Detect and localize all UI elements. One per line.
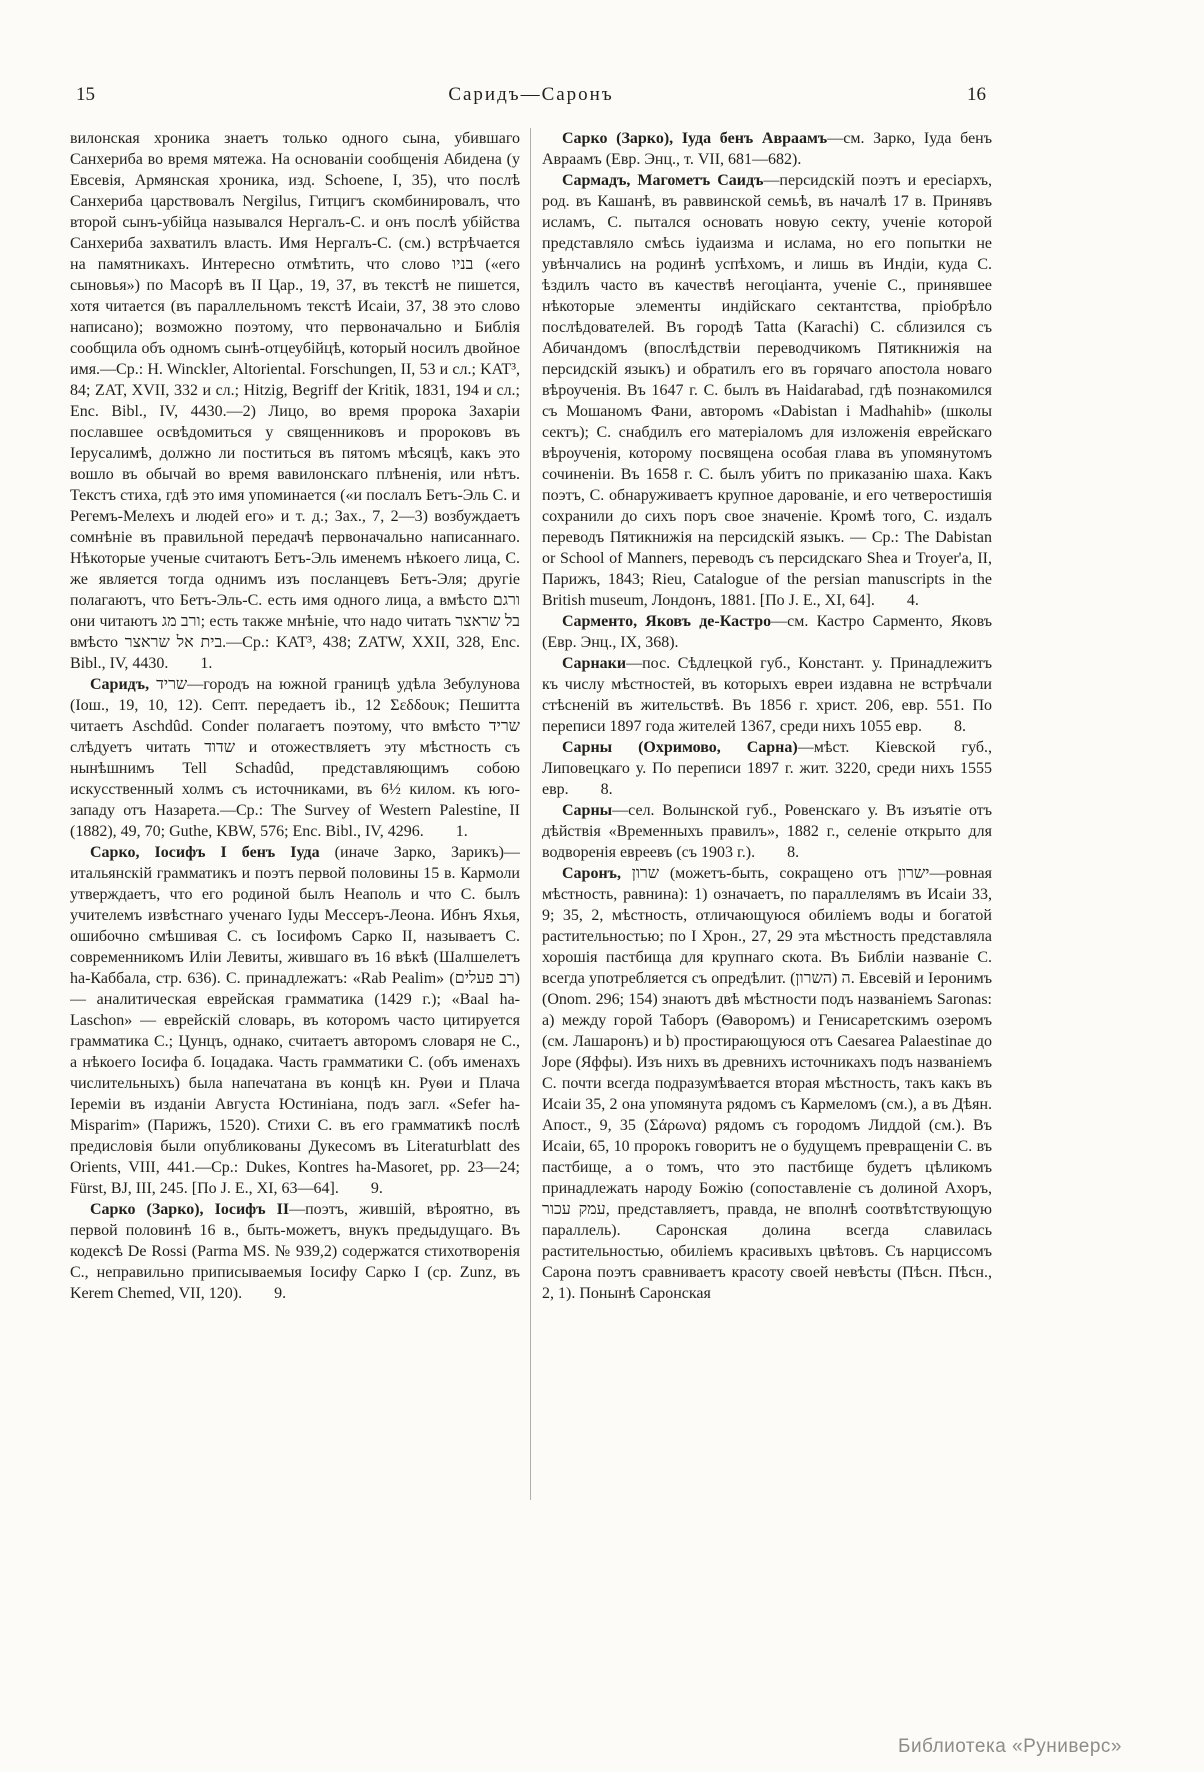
left-column <box>70 128 520 1500</box>
entry-headword: Саронъ, <box>562 865 621 882</box>
entry-text: (иначе Зарко, Зарикъ)—итальянскій грамматикъ и поэтъ первой половины 15 в. Кармоли утверждаетъ, что его родиной былъ Неаполь и что С. былъ учителемъ извѣстнаго ученаго Іуды Мессеръ-Леона. Ибнъ Яхья, ошибочно смѣшивая С. съ Іосифомъ Сарко II, называетъ С. современникомъ Иліи Левиты, жившаго въ 16 вѣкѣ (Шалшелетъ ha-Каббала, стр. 636). С. принадлежатъ: «Rab Pealim» (רב פעלים) — аналитическая еврейская грамматика (1429 г.); «Baal ha-Laschon» — еврейскій словарь, въ которомъ часто цитируется грамматика С.; Цунцъ, однако, считаетъ авторомъ словаря не С., а нѣкоего Іосифа б. Іоцадака. Часть грамматики С. (объ именахъ числительныхъ) была напечатана въ концѣ кн. Руѳи и Плача Іереміи въ изданіи Августа Юстиніана, подъ загл. «Sefer ha-Misparim» (Парижъ, 1520). Стихи С. въ его грамматикѣ послѣ предисловія были опубликованы Дукесомъ въ Literaturblatt des Orients, VIII, 441.—Ср.: Dukes, Kontres ha-Masoret, pp. 23—24; Fürst, BJ, III, 245. [По J. E., XI, 63—64]. 9. <box>70 844 520 1197</box>
entry-headword: Сарны <box>562 802 613 819</box>
entry-paragraph-sarid <box>70 674 520 842</box>
entry-text: —поэтъ, жившій, вѣроятно, въ первой половинѣ 16 в., быть-можетъ, внукъ предыдущаго. Въ кодексѣ De Rossi (Parma MS. № 939,2) содержатся стихотворенія С., неправильно приписываемыя Іосифу Сарко I (ср. Zunz, въ Kerem Chemed, VII, 120). 9. <box>70 1201 520 1302</box>
entry-text: вилонская хроника знаетъ только одного сына, убившаго Санхериба во время мятежа. На основаніи сообщенія Абидена (у Евсевія, Армянская хроника, изд. Schoene, I, 35), что послѣ Санхериба царствовалъ Nergilus, Гитцигъ скомбинировалъ, что второй сынъ-убійца назывался Нергалъ-С. и онъ послѣ убійства Санхериба захватилъ власть. Имя Нергалъ-С. (см.) встрѣчается на памятникахъ. Интересно отмѣтить, что слово בניו («его сыновья») по Масорѣ въ II Цар., 19, 37, въ текстѣ не пишется, хотя читается (въ параллельномъ текстѣ Исаіи, 37, 38 это слово написано); возможно поэтому, что первоначально и Библія сообщила объ одномъ сынѣ-отцеубійцѣ, который носилъ двойное имя.—Ср.: H. Winckler, Altoriental. Forschungen, II, 53 и сл.; KAT³, 84; ZAT, XVII, 332 и сл.; Hitzig, Begriff der Kritik, 1831, 194 и сл.; Enc. Bibl., IV, 4430.—2) Лицо, во время пророка Захаріи пославшее освѣдомиться у священниковъ и пророковъ въ Іерусалимѣ, должно ли поститься въ пятомъ мѣсяцѣ, какъ это вошло въ обычай во время вавилонскаго плѣненія, или нѣтъ. Текстъ стиха, гдѣ это имя упоминается («и послалъ Бетъ-Эль С. и Регемъ-Мелехъ и людей его» и т. д.; Зах., 7, 2—3) возбуждаетъ сомнѣніе въ правильной передачѣ первоначально написаннаго. Нѣкоторые ученые считаютъ Бетъ-Эль именемъ нѣкоего лица, С. же является тогда однимъ изъ посланцевъ Бетъ-Эля; другіе полагаютъ, что Бетъ-Эль-С. есть имя одного лица, а вмѣсто ורגם они читаютъ ורב מג; есть также мнѣніе, что надо читать בל שראצר вмѣсто בית אל שראצר.—Ср.: KAT³, 438; ZATW, XXII, 328, Enc. Bibl., IV, 4430. 1. <box>70 130 520 672</box>
entry-text: —мѣст. Кіевской губ., Липовецкаго у. По переписи 1897 г. жит. 3220, среди нихъ 1555 евр. 8. <box>542 739 992 798</box>
right-column <box>542 128 992 1500</box>
entry-paragraph-sarmento <box>542 611 992 653</box>
entry-headword: Сарко (Зарко), Іосифъ II <box>90 1201 290 1218</box>
entry-paragraph-sarny-volyn <box>542 800 992 863</box>
entry-headword: Сарко (Зарко), Іуда бенъ Авраамъ <box>562 130 828 147</box>
entry-paragraph-sarny-kiev <box>542 737 992 800</box>
entry-paragraph-continuation <box>70 128 520 674</box>
entry-paragraph-sarko-2 <box>70 1199 520 1304</box>
entry-headword: Сарнаки <box>562 655 627 672</box>
library-watermark: Библиотека «Руниверс» <box>897 1736 1122 1757</box>
entry-text: —пос. Сѣдлецкой губ., Констант. у. Принадлежитъ къ числу мѣстностей, въ которыхъ евреи издавна не встрѣчали стѣсненій въ жительствѣ. Въ 1856 г. христ. 206, евр. 551. По переписи 1897 года жителей 1367, среди нихъ 1055 евр. 8. <box>542 655 992 735</box>
entry-paragraph-sarmad <box>542 170 992 611</box>
entry-text: שרון (можетъ-быть, сокращено отъ ישרון—ровная мѣстность, равнина): 1) означаетъ, по параллелямъ въ Исаіи 33, 9; 35, 2, мѣстность, отличающуюся обиліемъ воды и богатой растительностью; по I Хрон., 27, 29 эта мѣстность представляла хорошія пастбища для крупнаго скота. Въ Библіи названіе С. всегда употребляется съ опредѣлит. ה (השרון). Евсевій и Іеронимъ (Onom. 296; 154) знаютъ двѣ мѣстности подъ названіемъ Saronas: а) между горой Таборъ (Ѳаворомъ) и Генисаретскимъ озеромъ (см. Лашаронъ) и b) простирающуюся отъ Caesarea Palaestinae до Jope (Яффы). Изъ нихъ въ древнихъ источникахъ подъ названіемъ С. почти всегда подразумѣвается вторая мѣстность, такъ какъ въ Исаіи 35, 2 она упомянута рядомъ съ Кармеломъ (см.), а въ Дѣян. Апост., 9, 35 (Σάρωνα) рядомъ съ городомъ Лиддой (см.). Въ Исаіи, 65, 10 пророкъ говоритъ не о будущемъ превращеніи С. въ пастбище, а о томъ, что это пастбище будетъ цѣликомъ принадлежать народу Божію (сопоставленіе съ долиной Ахоръ, עמק עכור, представляетъ, правда, не вполнѣ соотвѣтствующую параллель). Саронская долина всегда славилась растительностью, обиліемъ красивыхъ цвѣтовъ. Съ нарциссомъ Сарона поэтъ сравниваетъ красоту своей невѣсты (Пѣсн. Пѣсн., 2, 1). Понынѣ Саронская <box>542 865 992 1302</box>
page-header <box>70 84 992 110</box>
entry-text: —см. Кастро Сарменто, Яковъ (Евр. Энц., IX, 368). <box>542 613 992 651</box>
entry-text: שריד—городъ на южной границѣ удѣла Зебулунова (Іош., 19, 10, 12). Септ. передаетъ ib., 12 Σεδδουκ; Пешитта читаетъ Aschdûd. Conder полагаетъ поэтому, что вмѣсто שריד слѣдуетъ читать שדוד и отожествляетъ эту мѣстность съ нынѣшнимъ Tell Schadûd, представляющимъ собою искусственный холмъ съ источниками, въ 6½ килом. къ юго-западу отъ Назарета.—Ср.: The Survey of Western Palestine, II (1882), 49, 70; Guthe, KBW, 576; Enc. Bibl., IV, 4296. 1. <box>70 676 520 840</box>
entry-text: —сел. Волынской губ., Ровенскаго у. Въ изъятіе отъ дѣйствія «Временныхъ правилъ», 1882 г., селеніе открыто для водворенія евреевъ (съ 1903 г.). 8. <box>542 802 992 861</box>
entry-headword: Сарны (Охримово, Сарна) <box>562 739 798 756</box>
entry-headword: Сарко, Іосифъ I бенъ Іуда <box>90 844 320 861</box>
entry-headword: Саридъ, <box>90 676 150 693</box>
entry-paragraph-sarko-juda <box>542 128 992 170</box>
entry-paragraph-sarnaki <box>542 653 992 737</box>
text-columns <box>70 128 992 1500</box>
running-title: Саридъ—Саронъ <box>448 84 614 105</box>
entry-text: —персидскій поэтъ и ересіархъ, род. въ Кашанѣ, въ раввинской семьѣ, въ началѣ 17 в. Принявъ исламъ, С. пытался основать новую секту, ученіе которой представляло смѣсь іудаизма и ислама, но его попытки не увѣнчались на родинѣ успѣхомъ, и лишь въ Индіи, куда С. ѣздилъ часто въ качествѣ негоціанта, ученіе С., принявшее нѣкоторые элементы индійскаго сектантства, пріобрѣло послѣдователей. Въ городѣ Tatta (Karachi) С. сблизился съ Абичандомъ (впослѣдствіи переводчикомъ Пятикнижія на персидскій языкъ) и обратилъ его въ горячаго апостола новаго вѣроученія. Въ 1647 г. С. былъ въ Haidarabad, гдѣ познакомился съ Мошаномъ Фани, авторомъ «Dabistan i Madhahib» (школы сектъ); С. снабдилъ его матеріаломъ для изложенія еврейскаго вѣроученія, которому посвящена особая глава въ упомянутомъ сочиненіи. Въ 1658 г. С. былъ убитъ по приказанію шаха. Какъ поэтъ, С. обнаруживаетъ крупное дарованіе, и его четверостишія сохранили до сихъ поръ свое значеніе. Кромѣ того, С. издалъ переводъ Пятикнижія на персидскій языкъ. — Ср.: The Dabistan or School of Manners, переводъ съ персидскаго Shea и Troyer'а, II, Парижъ, 1843; Rieu, Catalogue of the persian manuscripts in the British museum, Лондонъ, 1881. [По J. E., XI, 64]. 4. <box>542 172 992 609</box>
entry-headword: Сарменто, Яковъ де-Кастро <box>562 613 772 630</box>
entry-paragraph-sarko-1 <box>70 842 520 1199</box>
entry-headword: Сармадъ, Магометъ Саидъ <box>562 172 764 189</box>
entry-paragraph-saron <box>542 863 992 1304</box>
page-number-left: 15 <box>76 84 95 105</box>
entry-text: —см. Зарко, Іуда бенъ Авраамъ (Евр. Энц., т. VII, 681—682). <box>542 130 992 168</box>
page-number-right: 16 <box>967 84 986 105</box>
